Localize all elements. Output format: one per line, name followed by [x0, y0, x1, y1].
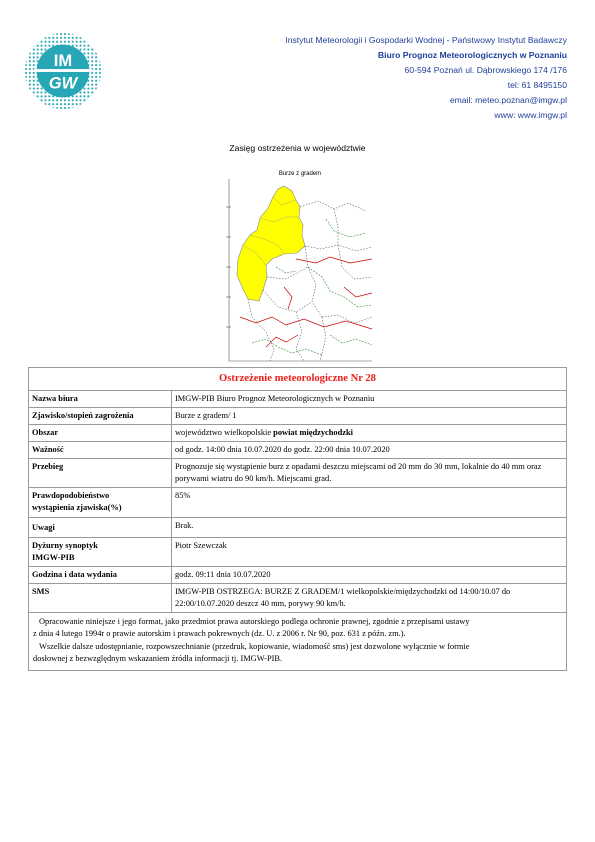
- phone: tel: 61 8495150: [507, 80, 567, 90]
- notice-line: Wszelkie dalsze udostępnianie, rozpowszechnianie (przedruk, kopiowanie, wiadomość sms) jest dozwolone wyłącznie w formie: [39, 641, 470, 651]
- notice-line: dosłownej z bezwzględnym wskazaniem źródła informacji tj. IMGW-PIB.: [33, 654, 283, 664]
- website: www: www.imgw.pl: [494, 110, 567, 120]
- svg-text:GW: GW: [48, 73, 78, 93]
- label-line: Prawdopodobieństwo: [32, 491, 110, 500]
- map-legend: Burze z gradem: [278, 171, 322, 177]
- warning-title: Ostrzeżenie meteorologiczne Nr 28: [29, 368, 567, 391]
- institute-name: Instytut Meteorologii i Gospodarki Wodnej - Państwowy Instytut Badawczy: [285, 35, 567, 45]
- label-line: IMGW-PIB: [32, 553, 75, 562]
- bureau-name: Biuro Prognoz Meteorologicznych w Poznaniu: [377, 50, 567, 60]
- table-row: [29, 518, 567, 538]
- row-value: Prognozuje się wystąpienie burz z opadami deszczu miejscami od 20 mm do 30 mm, lokalnie do 40 mm oraz porywami wiatru do 90 km/h. Miejscami grad.: [172, 459, 567, 488]
- label-line: wystąpienia zjawiska(%): [32, 503, 122, 512]
- row-label: [29, 488, 172, 518]
- row-value: godz. 09:11 dnia 10.07.2020: [172, 567, 567, 584]
- row-value: [172, 425, 567, 442]
- table-row: [29, 567, 567, 584]
- row-label: Ważność: [29, 442, 172, 459]
- warning-table: [28, 367, 567, 671]
- institution-header: [285, 33, 567, 123]
- row-label: Godzina i data wydania: [29, 567, 172, 584]
- table-row: [29, 538, 567, 567]
- row-value: od godz. 14:00 dnia 10.07.2020 do godz. 22:00 dnia 10.07.2020: [172, 442, 567, 459]
- notice-line: Opracowanie niniejsze i jego format, jako przedmiot prawa autorskiego podlega ochronie prawnej, zgodnie z przepisami ustawy: [39, 617, 470, 626]
- warning-map: [226, 167, 374, 363]
- row-label: Uwagi: [29, 518, 172, 538]
- imgw-logo: [24, 32, 102, 110]
- row-value: IMGW-PIB OSTRZEGA: BURZE Z GRADEM/1 wielkopolskie/międzychodzki od 14:00/10.07 do 22:00/10.07.2020 deszcz 40 mm, porywy 90 km/h.: [172, 584, 567, 613]
- row-label: Obszar: [29, 425, 172, 442]
- copyright-notice: [29, 613, 567, 671]
- row-value: Piotr Szewczak: [172, 538, 567, 567]
- row-label: Przebieg: [29, 459, 172, 488]
- table-row: [29, 391, 567, 408]
- row-label: [29, 538, 172, 567]
- row-label: Nazwa biura: [29, 391, 172, 408]
- row-value: Brak.: [172, 518, 567, 538]
- row-value: 85%: [172, 488, 567, 518]
- area-region: województwo wielkopolskie: [175, 428, 274, 437]
- row-label: SMS: [29, 584, 172, 613]
- table-row: [29, 488, 567, 518]
- svg-text:IM: IM: [53, 51, 73, 71]
- label-line: Dyżurny synoptyk: [32, 541, 98, 550]
- map-section-title: Zasięg ostrzeżenia w województwie: [229, 143, 366, 153]
- table-row: [29, 425, 567, 442]
- address: 60-594 Poznań ul. Dąbrowskiego 174 /176: [404, 65, 567, 75]
- row-value: Burze z gradem/ 1: [172, 408, 567, 425]
- row-label: Zjawisko/stopień zagrożenia: [29, 408, 172, 425]
- notice-line: z dnia 4 lutego 1994r o prawie autorskim i prawach pokrewnych (dz. U. z 2006 r. Nr 90, poz. 631 z późn. zm.).: [33, 629, 406, 639]
- email: email: meteo.poznan@imgw.pl: [449, 95, 567, 105]
- area-county: powiat międzychodzki: [273, 428, 353, 437]
- table-row: [29, 584, 567, 613]
- table-row: [29, 442, 567, 459]
- row-value: IMGW-PIB Biuro Prognoz Meteorologicznych w Poznaniu: [172, 391, 567, 408]
- table-row: [29, 459, 567, 488]
- table-row: [29, 408, 567, 425]
